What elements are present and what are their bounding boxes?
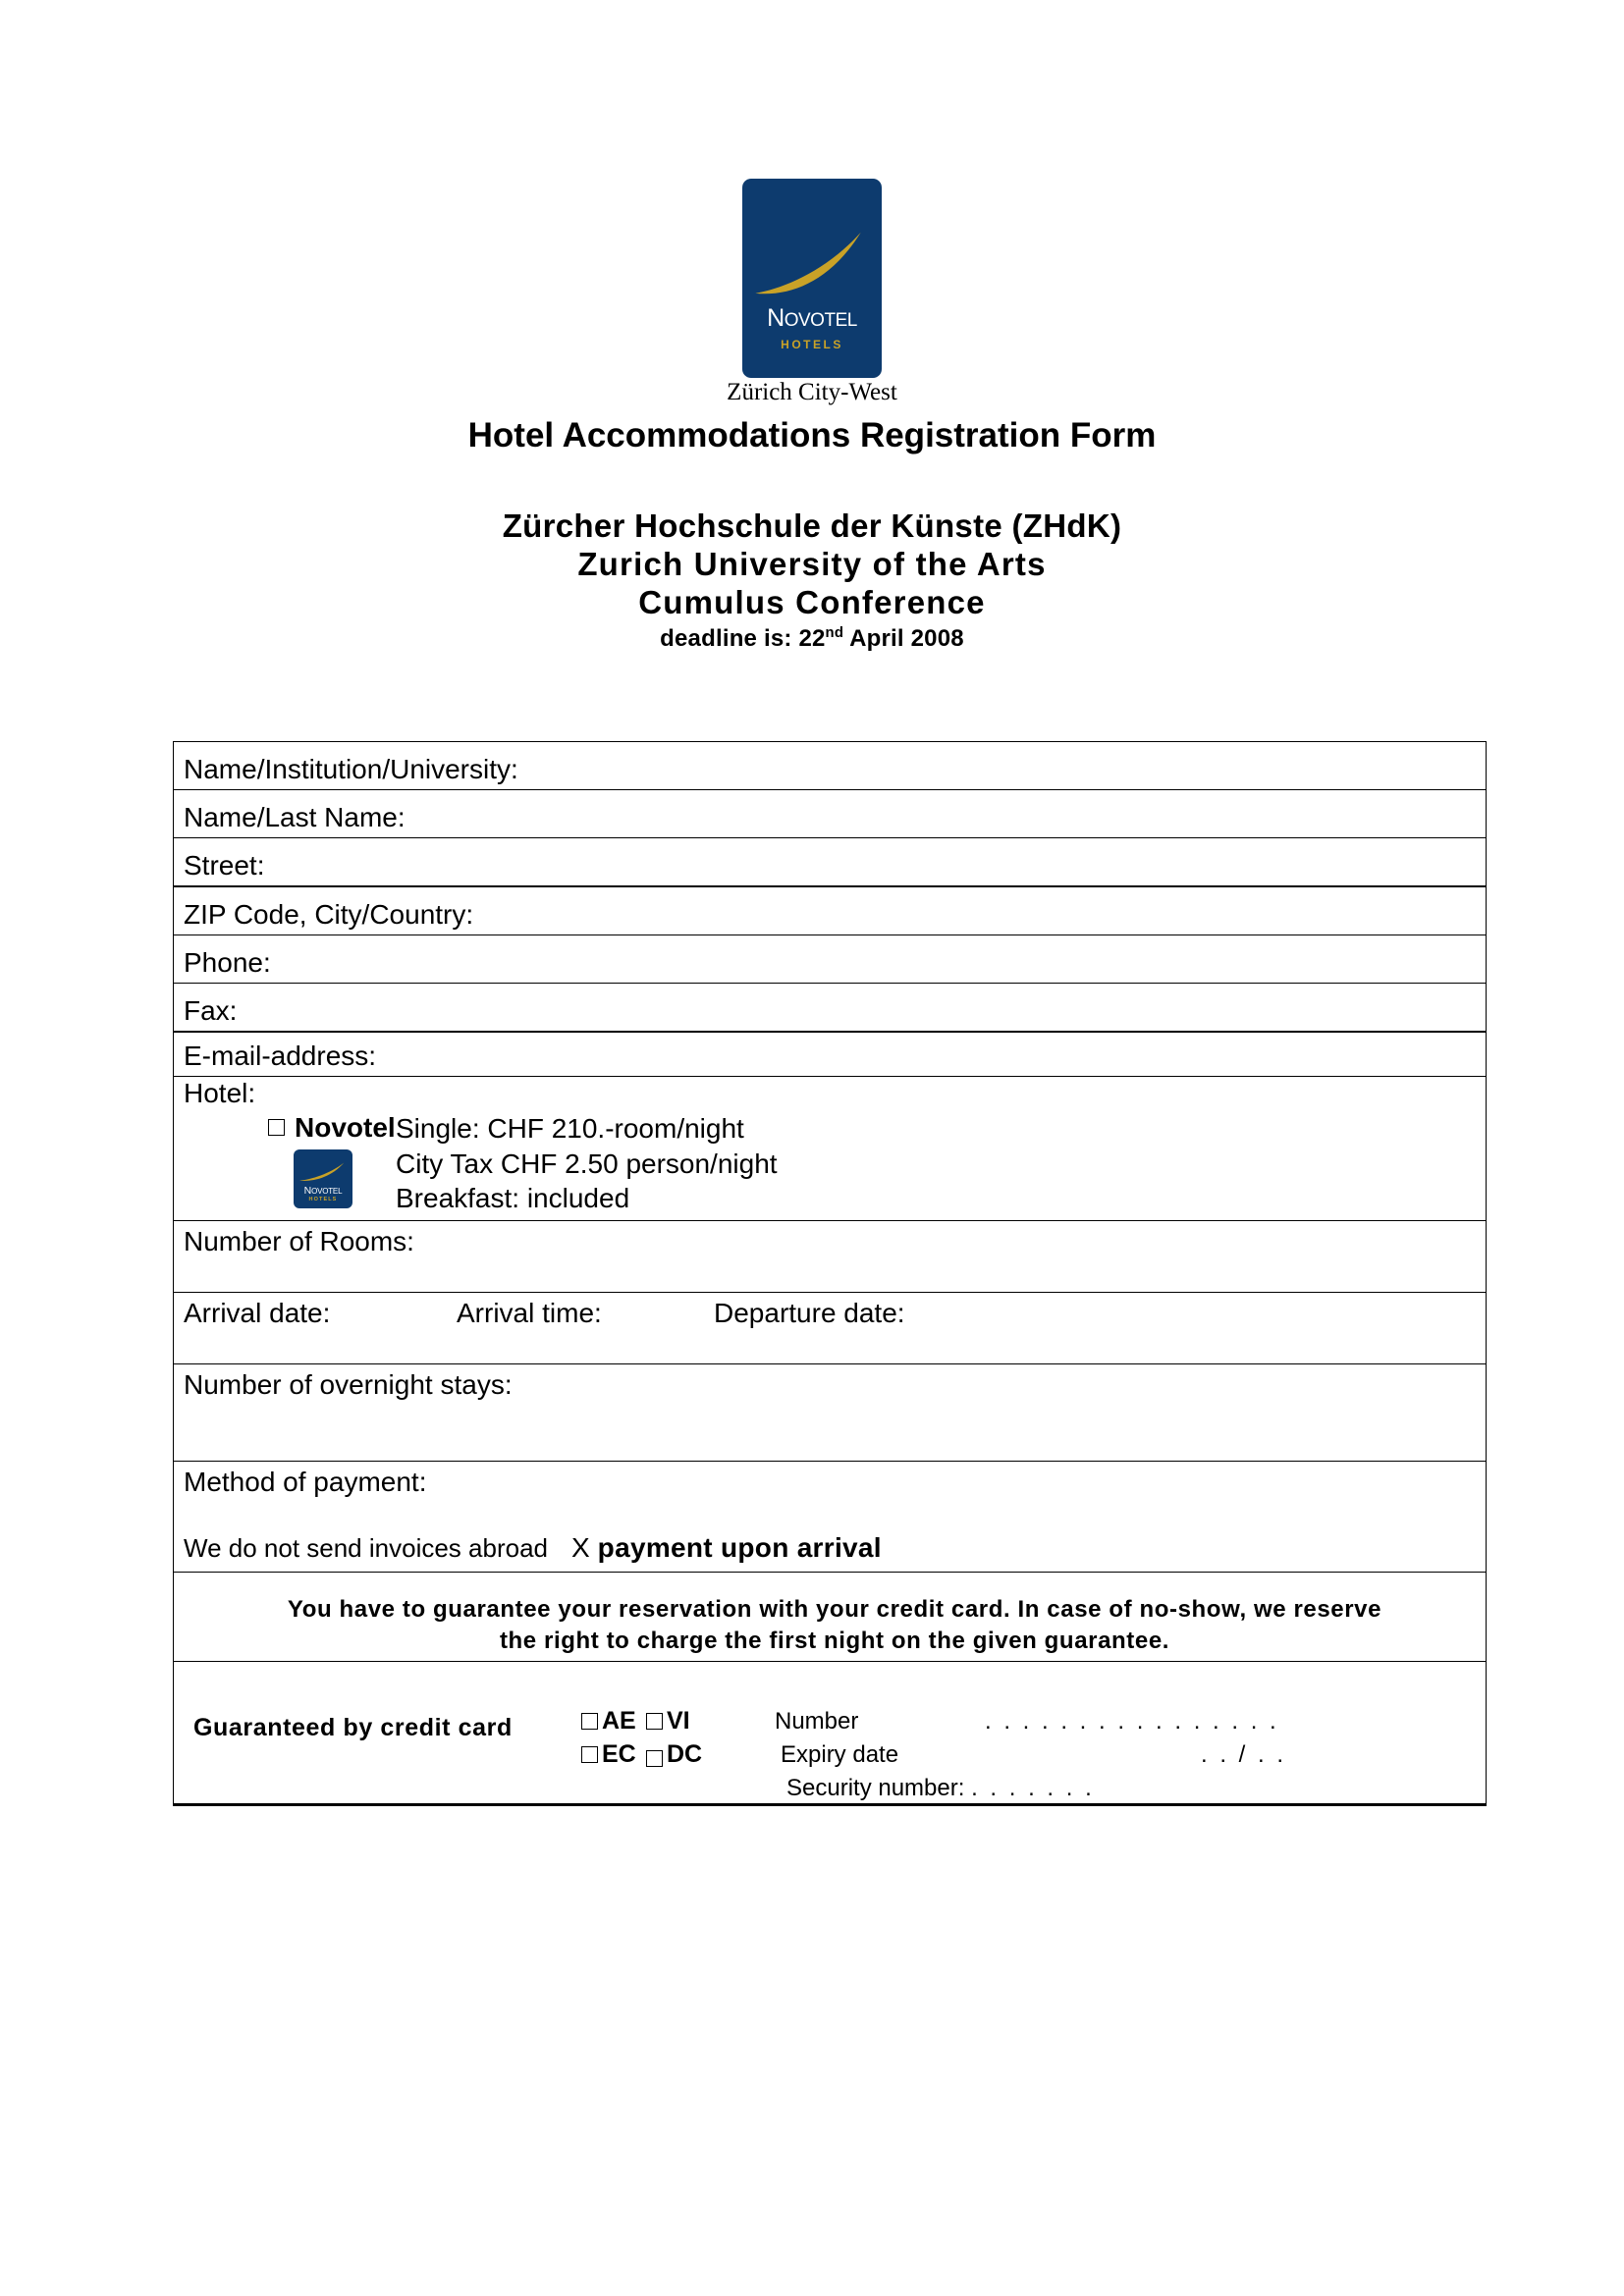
deadline-suffix: April 2008 bbox=[843, 625, 964, 653]
field-label-zip: ZIP Code, City/Country: bbox=[184, 898, 474, 930]
guarantee-line-1: You have to guarantee your reservation with your credit card. In case of no-show, we reserve bbox=[287, 1596, 1382, 1624]
credit-card-title: Guaranteed by credit card bbox=[193, 1713, 513, 1741]
credit-card-expiry-row[interactable] bbox=[775, 1738, 1286, 1772]
novotel-swoosh-icon bbox=[753, 231, 870, 298]
table-row-email bbox=[174, 1032, 1487, 1077]
guarantee-notice bbox=[174, 1572, 1487, 1661]
conference-line-english: Zurich University of the Arts bbox=[577, 546, 1047, 583]
checkbox-dc[interactable] bbox=[646, 1750, 663, 1767]
credit-card-number-row[interactable] bbox=[775, 1705, 1286, 1738]
table-row-credit-card bbox=[174, 1661, 1487, 1804]
novotel-wordmark: NOVOTEL bbox=[767, 303, 857, 332]
field-street[interactable] bbox=[174, 838, 1487, 887]
document-header bbox=[0, 0, 1624, 653]
hotel-option-novotel[interactable] bbox=[184, 1111, 396, 1208]
field-payment-method[interactable] bbox=[174, 1461, 1487, 1572]
novotel-sub-wordmark-small: HOTELS bbox=[308, 1197, 338, 1203]
credit-card-option-ae[interactable] bbox=[581, 1707, 646, 1736]
table-row-payment-method bbox=[174, 1461, 1487, 1572]
field-label-overnight: Number of overnight stays: bbox=[184, 1368, 513, 1400]
field-overnight-stays[interactable] bbox=[174, 1363, 1487, 1461]
credit-card-option-vi[interactable] bbox=[646, 1707, 690, 1736]
page-title: Hotel Accommodations Registration Form bbox=[467, 416, 1157, 455]
field-institution[interactable] bbox=[174, 742, 1487, 790]
field-label-arrival-time: Arrival time: bbox=[457, 1297, 602, 1328]
rate-single: Single: CHF 210.-room/night bbox=[396, 1113, 744, 1145]
dates-inner bbox=[184, 1297, 1486, 1329]
field-dates[interactable] bbox=[174, 1292, 1487, 1363]
field-label-phone: Phone: bbox=[184, 946, 271, 978]
checkbox-novotel[interactable] bbox=[268, 1119, 285, 1136]
table-row-fax bbox=[174, 984, 1487, 1033]
hotel-rates bbox=[388, 1111, 778, 1216]
field-label-fax: Fax: bbox=[184, 994, 238, 1026]
conference-name: Cumulus Conference bbox=[638, 584, 986, 621]
label-ec: EC bbox=[602, 1739, 636, 1768]
label-card-number: Number bbox=[775, 1707, 859, 1735]
novotel-swoosh-icon-small bbox=[298, 1162, 348, 1182]
label-vi: VI bbox=[667, 1706, 690, 1735]
card-number-dots: . . . . . . . . . . . . . . . . bbox=[985, 1707, 1279, 1735]
label-ae: AE bbox=[602, 1706, 636, 1735]
credit-card-fields bbox=[775, 1705, 1286, 1805]
field-label-street: Street: bbox=[184, 849, 265, 881]
credit-card-option-ec[interactable] bbox=[581, 1740, 646, 1770]
field-number-of-rooms[interactable] bbox=[174, 1220, 1487, 1292]
novotel-sub-wordmark: HOTELS bbox=[781, 338, 843, 352]
card-security-dots: . . . . . . . bbox=[971, 1774, 1095, 1801]
hotel-checkbox-row[interactable] bbox=[268, 1111, 396, 1144]
guarantee-line-2: the right to charge the first night on the given guarantee. bbox=[499, 1628, 1170, 1654]
deadline-ordinal: nd bbox=[825, 625, 844, 642]
field-label-rooms: Number of Rooms: bbox=[184, 1225, 414, 1256]
table-row-phone bbox=[174, 935, 1487, 984]
table-row-name bbox=[174, 790, 1487, 838]
credit-card-option-row-2 bbox=[581, 1738, 702, 1772]
field-label-arrival-date: Arrival date: bbox=[184, 1297, 331, 1328]
conference-line-german: Zürcher Hochschule der Künste (ZHdK) bbox=[502, 507, 1122, 545]
field-email[interactable] bbox=[174, 1032, 1487, 1077]
table-row-hotel bbox=[174, 1077, 1487, 1221]
deadline-prefix: deadline is: 22 bbox=[660, 625, 826, 653]
table-row-institution bbox=[174, 742, 1487, 790]
registration-form-table bbox=[173, 741, 1487, 1806]
credit-card-grid bbox=[184, 1662, 1486, 1799]
hotel-name-label: Novotel bbox=[295, 1112, 396, 1144]
deadline-text bbox=[0, 625, 1624, 653]
novotel-logo-small bbox=[294, 1149, 352, 1208]
table-row-guarantee bbox=[174, 1572, 1487, 1661]
payment-method-label: Method of payment: bbox=[184, 1466, 427, 1497]
field-phone[interactable] bbox=[174, 935, 1487, 984]
credit-card-options bbox=[581, 1705, 702, 1772]
conference-title-block bbox=[0, 507, 1624, 653]
logo-caption: Zürich City-West bbox=[727, 379, 897, 405]
label-dc: DC bbox=[667, 1739, 703, 1768]
novotel-wordmark-small: NOVOTEL bbox=[303, 1185, 343, 1198]
field-zip-city-country[interactable] bbox=[174, 886, 1487, 935]
payment-note: We do not send invoices abroad bbox=[184, 1532, 548, 1563]
credit-card-option-row-1 bbox=[581, 1705, 702, 1738]
checkbox-ec[interactable] bbox=[581, 1746, 598, 1763]
table-row-rooms bbox=[174, 1220, 1487, 1292]
credit-card-section[interactable] bbox=[174, 1661, 1487, 1804]
table-row-zip bbox=[174, 886, 1487, 935]
field-name[interactable] bbox=[174, 790, 1487, 838]
checkbox-vi[interactable] bbox=[646, 1713, 663, 1730]
field-label-departure-date: Departure date: bbox=[714, 1297, 905, 1328]
payment-x-mark: X bbox=[570, 1531, 590, 1563]
rate-city-tax: City Tax CHF 2.50 person/night bbox=[396, 1148, 778, 1179]
guarantee-text bbox=[184, 1580, 1486, 1656]
credit-card-option-dc[interactable] bbox=[646, 1740, 702, 1770]
payment-upon-arrival-label: payment upon arrival bbox=[597, 1531, 882, 1563]
table-row-overnight bbox=[174, 1363, 1487, 1461]
field-fax[interactable] bbox=[174, 984, 1487, 1033]
credit-card-security-row[interactable] bbox=[775, 1772, 1286, 1805]
table-row-street bbox=[174, 838, 1487, 887]
field-label-email: E-mail-address: bbox=[184, 1040, 377, 1071]
card-expiry-dots: . . / . . bbox=[1201, 1740, 1287, 1768]
novotel-logo-block bbox=[727, 179, 897, 405]
field-hotel[interactable] bbox=[174, 1077, 1487, 1221]
table-row-dates bbox=[174, 1292, 1487, 1363]
field-label-institution: Name/Institution/University: bbox=[184, 753, 518, 784]
hotel-option-block bbox=[184, 1111, 1486, 1216]
novotel-logo bbox=[742, 179, 882, 378]
field-label-name: Name/Last Name: bbox=[184, 801, 406, 832]
payment-arrival-line bbox=[184, 1531, 1486, 1564]
rate-breakfast: Breakfast: included bbox=[396, 1183, 630, 1214]
label-card-security: Security number: bbox=[786, 1774, 972, 1801]
field-label-hotel: Hotel: bbox=[184, 1078, 256, 1108]
label-card-expiry: Expiry date bbox=[781, 1740, 899, 1768]
checkbox-ae[interactable] bbox=[581, 1713, 598, 1730]
